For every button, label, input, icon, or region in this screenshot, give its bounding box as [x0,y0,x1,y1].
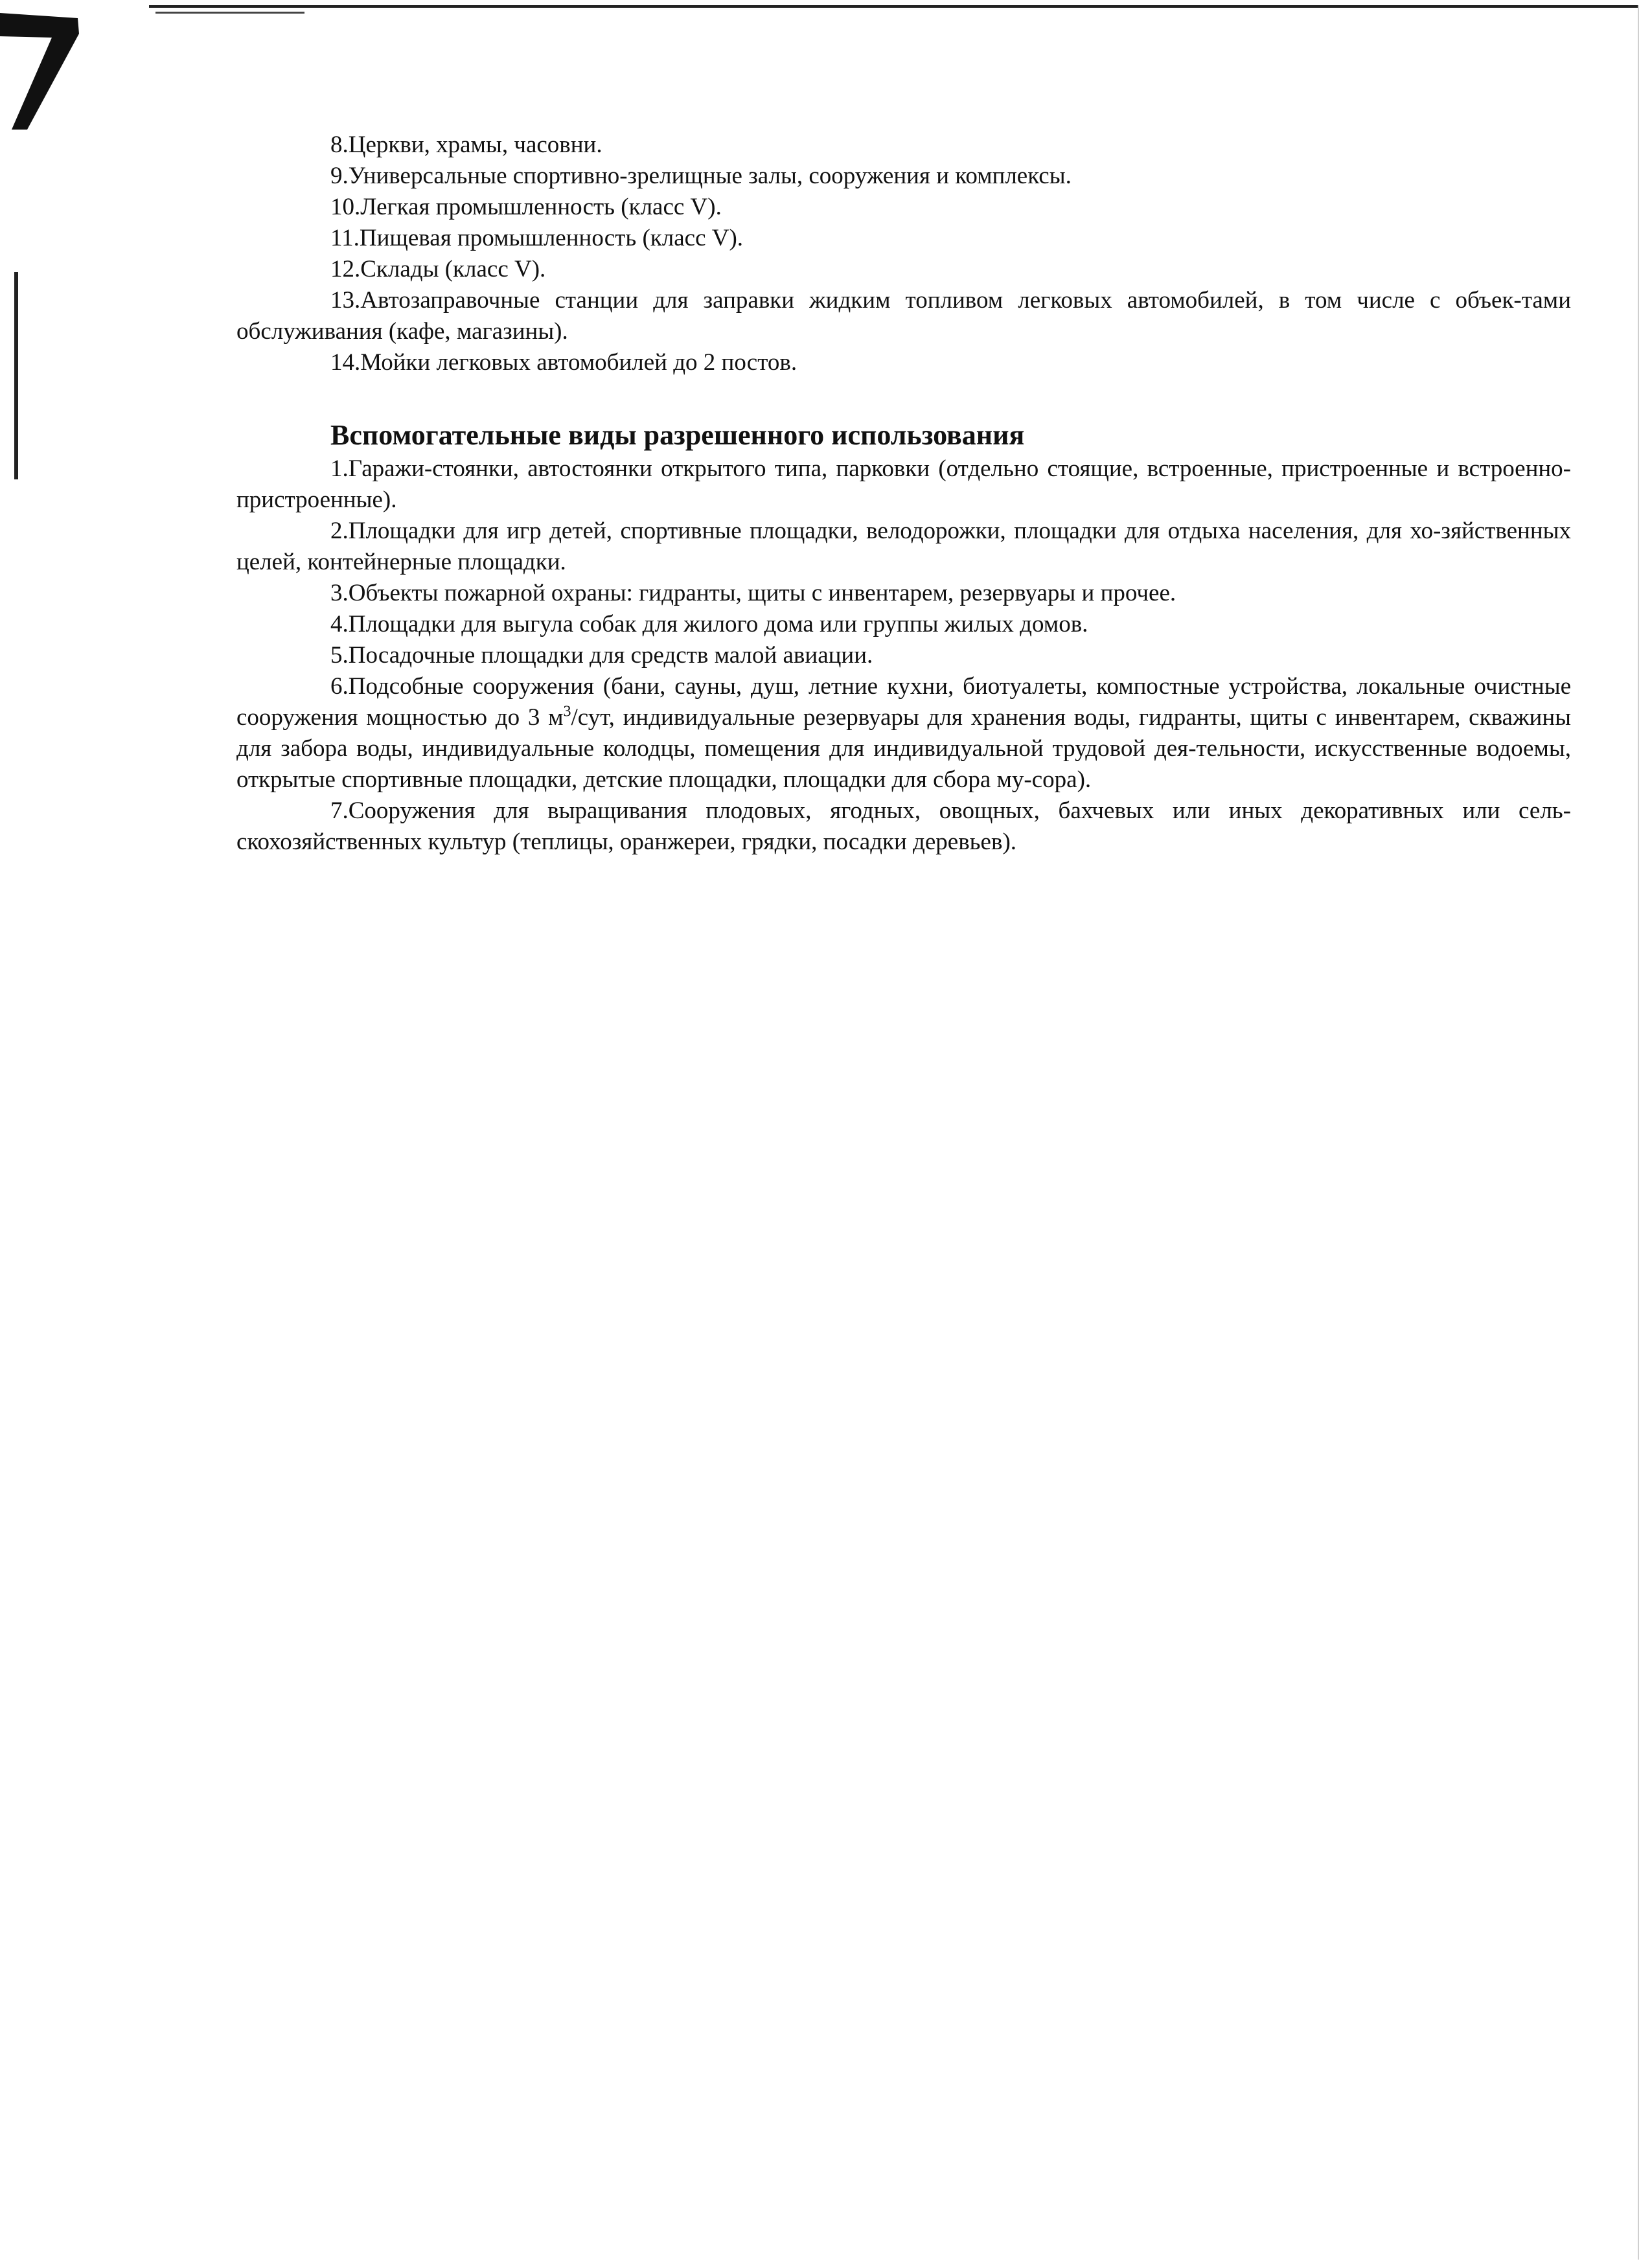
item-text: 6.Подсобные сооружения (бани, сауны, душ, летние кухни, биотуалеты, компостные устройства, локальные очистные сооружения мощностью до 3 м [236,673,1571,731]
item-text: /сут, индивидуальные резервуары для хранения воды, гидранты, щиты с инвентарем, скважины для забора воды, индивидуальные колодцы, помещения для индивидуальной трудовой дея-тельности, искусственные водоемы, открытые спортивные площадки, детские площадки, площадки для сбора му-сора). [236,704,1571,793]
list-item: 14.Мойки легковых автомобилей до 2 постов. [330,349,797,376]
list-item: 10.Легкая промышленность (класс V). [330,194,722,220]
list-item: 2.Площадки для игр детей, спортивные площадки, велодорожки, площадки для отдыха населения, для хо-зяйственных целей, контейнерные площадки. [236,518,1571,575]
scan-edge-top [149,5,1639,8]
permitted-uses-list [236,130,1571,378]
section-title: Вспомогательные виды разрешенного использования [330,419,1025,451]
scan-edge-left [14,272,18,479]
list-item: 1.Гаражи-стоянки, автостоянки открытого типа, парковки (отдельно стоящие, встроенные, пристроенные и встроенно-пристроенные). [236,455,1571,513]
scan-edge-right [1638,5,1639,2260]
auxiliary-uses-list [236,453,1571,858]
list-item: 9.Универсальные спортивно-зрелищные залы, сооружения и комплексы. [330,163,1072,189]
superscript: 3 [563,703,571,720]
list-item: 8.Церкви, храмы, часовни. [330,132,602,158]
list-item: 12.Склады (класс V). [330,256,546,282]
list-item: 4.Площадки для выгула собак для жилого дома или группы жилых домов. [330,611,1088,637]
list-item [236,671,1571,796]
list-item: 13.Автозаправочные станции для заправки жидким топливом легковых автомобилей, в том числе с объек-тами обслуживания (кафе, магазины). [236,287,1571,345]
list-item: 7.Сооружения для выращивания плодовых, ягодных, овощных, бахчевых или иных декоративных или сель-скохозяйственных культур (теплицы, оранжереи, грядки, посадки деревьев). [236,797,1571,855]
scan-artifact-mark [0,0,84,130]
scan-edge-top-short [155,12,304,14]
list-item: 11.Пищевая промышленность (класс V). [330,225,744,251]
list-item: 3.Объекты пожарной охраны: гидранты, щиты с инвентарем, резервуары и прочее. [330,580,1176,606]
list-item: 5.Посадочные площадки для средств малой авиации. [330,642,873,669]
document-body [236,130,1571,858]
